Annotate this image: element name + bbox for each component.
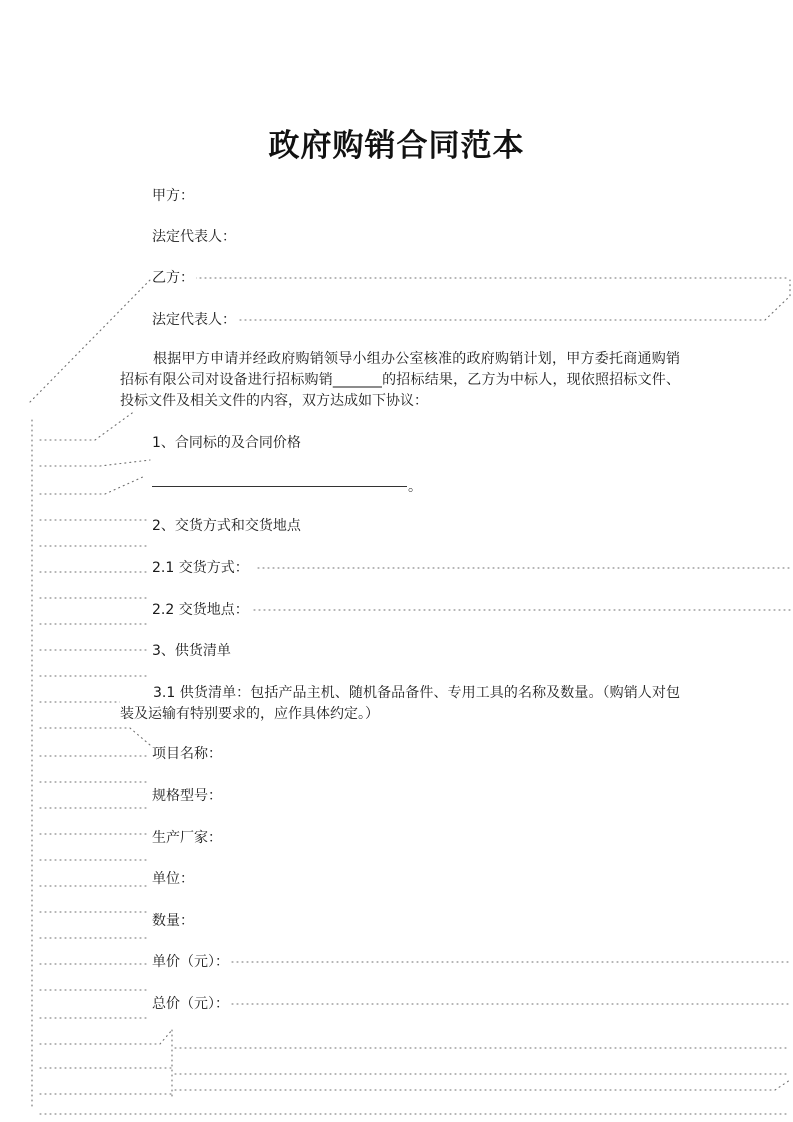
party-a-rep-label: 法定代表人： xyxy=(152,229,236,245)
contract-price-period: 。 xyxy=(408,479,422,495)
party-a-field xyxy=(152,186,196,206)
delivery-place-field xyxy=(152,600,251,620)
item-name-label: 项目名称： xyxy=(152,746,222,762)
total-price-field xyxy=(152,994,231,1014)
unit-price-field xyxy=(152,952,231,972)
section-2-heading: 2、交货方式和交货地点 xyxy=(152,518,301,534)
party-b-label: 乙方： xyxy=(152,270,194,286)
quantity-field xyxy=(152,911,196,931)
spec-model-label: 规格型号： xyxy=(152,788,222,804)
supply-list-paragraph: 3.1 供货清单：包括产品主机、随机备品备件、专用工具的名称及数量。（购销人对包装及运输有特别要求的，应作具体约定。） xyxy=(120,683,680,725)
party-b-field xyxy=(152,268,196,288)
unit-price-label: 单价（元）： xyxy=(152,954,229,970)
party-a-rep-field xyxy=(152,227,238,247)
party-b-rep-label: 法定代表人： xyxy=(152,312,236,328)
party-a-label: 甲方： xyxy=(152,188,194,204)
section-3-heading: 3、供货清单 xyxy=(152,643,231,659)
spec-model-field xyxy=(152,786,224,806)
quantity-label: 数量： xyxy=(152,913,194,929)
section-1-heading: 1、合同标的及合同价格 xyxy=(152,435,301,451)
total-price-label: 总价（元）： xyxy=(152,996,229,1012)
manufacturer-field xyxy=(152,828,224,848)
delivery-method-label: 2.1 交货方式： xyxy=(152,560,249,576)
delivery-place-label: 2.2 交货地点： xyxy=(152,602,249,618)
document-title: 政府购销合同范本 xyxy=(0,120,793,165)
item-name-field xyxy=(152,744,224,764)
unit-field xyxy=(152,869,196,889)
delivery-method-field xyxy=(152,558,251,578)
manufacturer-label: 生产厂家： xyxy=(152,830,222,846)
intro-paragraph: 根据甲方申请并经政府购销领导小组办公室核准的政府购销计划，甲方委托商通购销招标有限公司对设备进行招标购销_______的招标结果，乙方为中标人，现依照招标文件、投标文件及相关文件的内容，双方达成如下协议： xyxy=(120,349,680,412)
unit-label: 单位： xyxy=(152,871,194,887)
contract-price-blank xyxy=(152,486,407,487)
party-b-rep-field xyxy=(152,310,238,330)
